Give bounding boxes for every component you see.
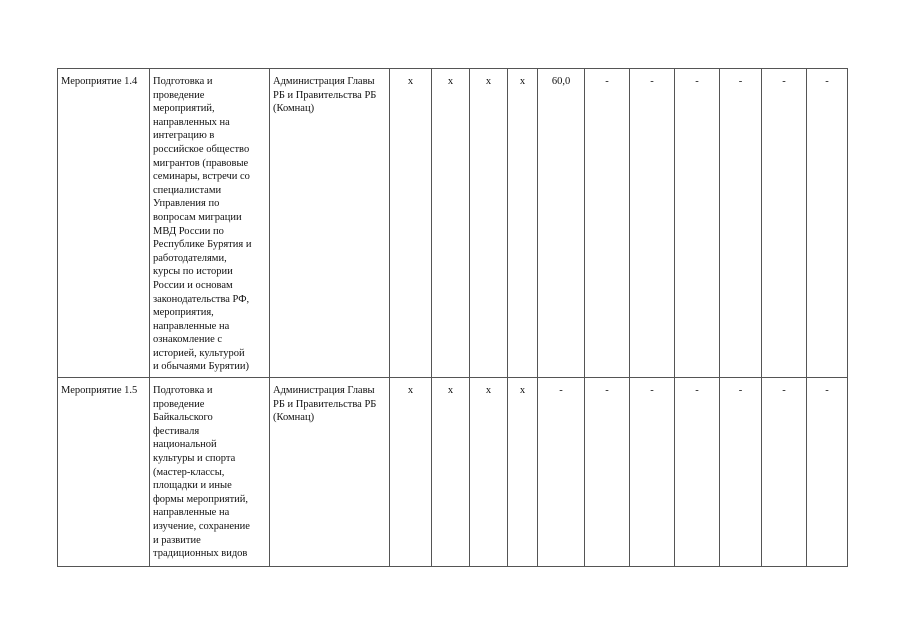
description-line: России и основам bbox=[153, 279, 233, 291]
value-cell: - bbox=[585, 69, 630, 378]
description-line: мероприятий, bbox=[153, 103, 215, 115]
event-description-cell bbox=[150, 69, 270, 378]
value-cell: 60,0 bbox=[538, 69, 585, 378]
description-line: Подготовка и bbox=[153, 76, 213, 87]
description-line: формы мероприятий, bbox=[153, 493, 249, 505]
executor-cell: Администрация Главы РБ и Правительства РБ (Комнац) bbox=[270, 69, 390, 378]
description-line: ознакомление с bbox=[153, 334, 223, 346]
description-line: специалистами bbox=[153, 184, 222, 196]
description-line: мероприятия, bbox=[153, 307, 214, 319]
value-cell: x bbox=[508, 69, 538, 378]
value-cell: - bbox=[675, 69, 720, 378]
description-line: проведение bbox=[153, 89, 205, 101]
description-line: семинары, встречи со bbox=[153, 171, 250, 183]
value-cell: - bbox=[762, 378, 807, 567]
description-line: Республике Бурятия и bbox=[153, 239, 252, 251]
description-line: проведение bbox=[153, 398, 205, 410]
description-line: и обычаями Бурятии) bbox=[153, 361, 249, 373]
value-cell: - bbox=[807, 69, 848, 378]
description-line: историей, культурой bbox=[153, 347, 245, 359]
description-line: традиционных видов bbox=[153, 548, 248, 560]
value-cell: x bbox=[470, 69, 508, 378]
value-cell: - bbox=[720, 69, 762, 378]
value-cell: x bbox=[508, 378, 538, 567]
event-description-cell bbox=[150, 378, 270, 567]
value-cell: - bbox=[630, 69, 675, 378]
description-line: российское общество bbox=[153, 143, 250, 155]
description-line: вопросам миграции bbox=[153, 211, 242, 223]
value-cell: - bbox=[585, 378, 630, 567]
value-cell: - bbox=[807, 378, 848, 567]
description-line: направленные на bbox=[153, 320, 230, 332]
description-line: площадки и иные bbox=[153, 480, 232, 492]
value-cell: x bbox=[390, 378, 432, 567]
executor-cell: Администрация Главы РБ и Правительства РБ (Комнац) bbox=[270, 378, 390, 567]
description-line: фестиваля bbox=[153, 425, 200, 437]
description-line: мигрантов (правовые bbox=[153, 157, 249, 169]
value-cell: x bbox=[432, 378, 470, 567]
description-line: интеграцию в bbox=[153, 130, 215, 142]
table-row bbox=[58, 378, 848, 567]
description-line: направленных на bbox=[153, 116, 230, 128]
description-line: МВД России по bbox=[153, 225, 224, 237]
description-line: национальной bbox=[153, 439, 217, 451]
description-line: (мастер-классы, bbox=[153, 466, 225, 478]
event-number-cell: Мероприятие 1.4 bbox=[58, 69, 150, 378]
program-events-table bbox=[57, 68, 848, 567]
description-line: курсы по истории bbox=[153, 266, 233, 278]
value-cell: x bbox=[470, 378, 508, 567]
value-cell: x bbox=[390, 69, 432, 378]
value-cell: - bbox=[630, 378, 675, 567]
description-line: работодателями, bbox=[153, 252, 227, 264]
description-line: Подготовка и bbox=[153, 385, 213, 397]
description-line: и развитие bbox=[153, 534, 201, 546]
event-number-cell: Мероприятие 1.5 bbox=[58, 378, 150, 567]
value-cell: - bbox=[675, 378, 720, 567]
table-row bbox=[58, 69, 848, 378]
value-cell: - bbox=[762, 69, 807, 378]
description-line: Управления по bbox=[153, 198, 220, 210]
description-line: Байкальского bbox=[153, 412, 213, 424]
description-line: направленные на bbox=[153, 507, 230, 519]
description-line: культуры и спорта bbox=[153, 453, 236, 465]
description-line: законодательства РФ, bbox=[153, 293, 250, 305]
value-cell: - bbox=[720, 378, 762, 567]
description-line: изучение, сохранение bbox=[153, 521, 250, 532]
value-cell: - bbox=[538, 378, 585, 567]
value-cell: x bbox=[432, 69, 470, 378]
